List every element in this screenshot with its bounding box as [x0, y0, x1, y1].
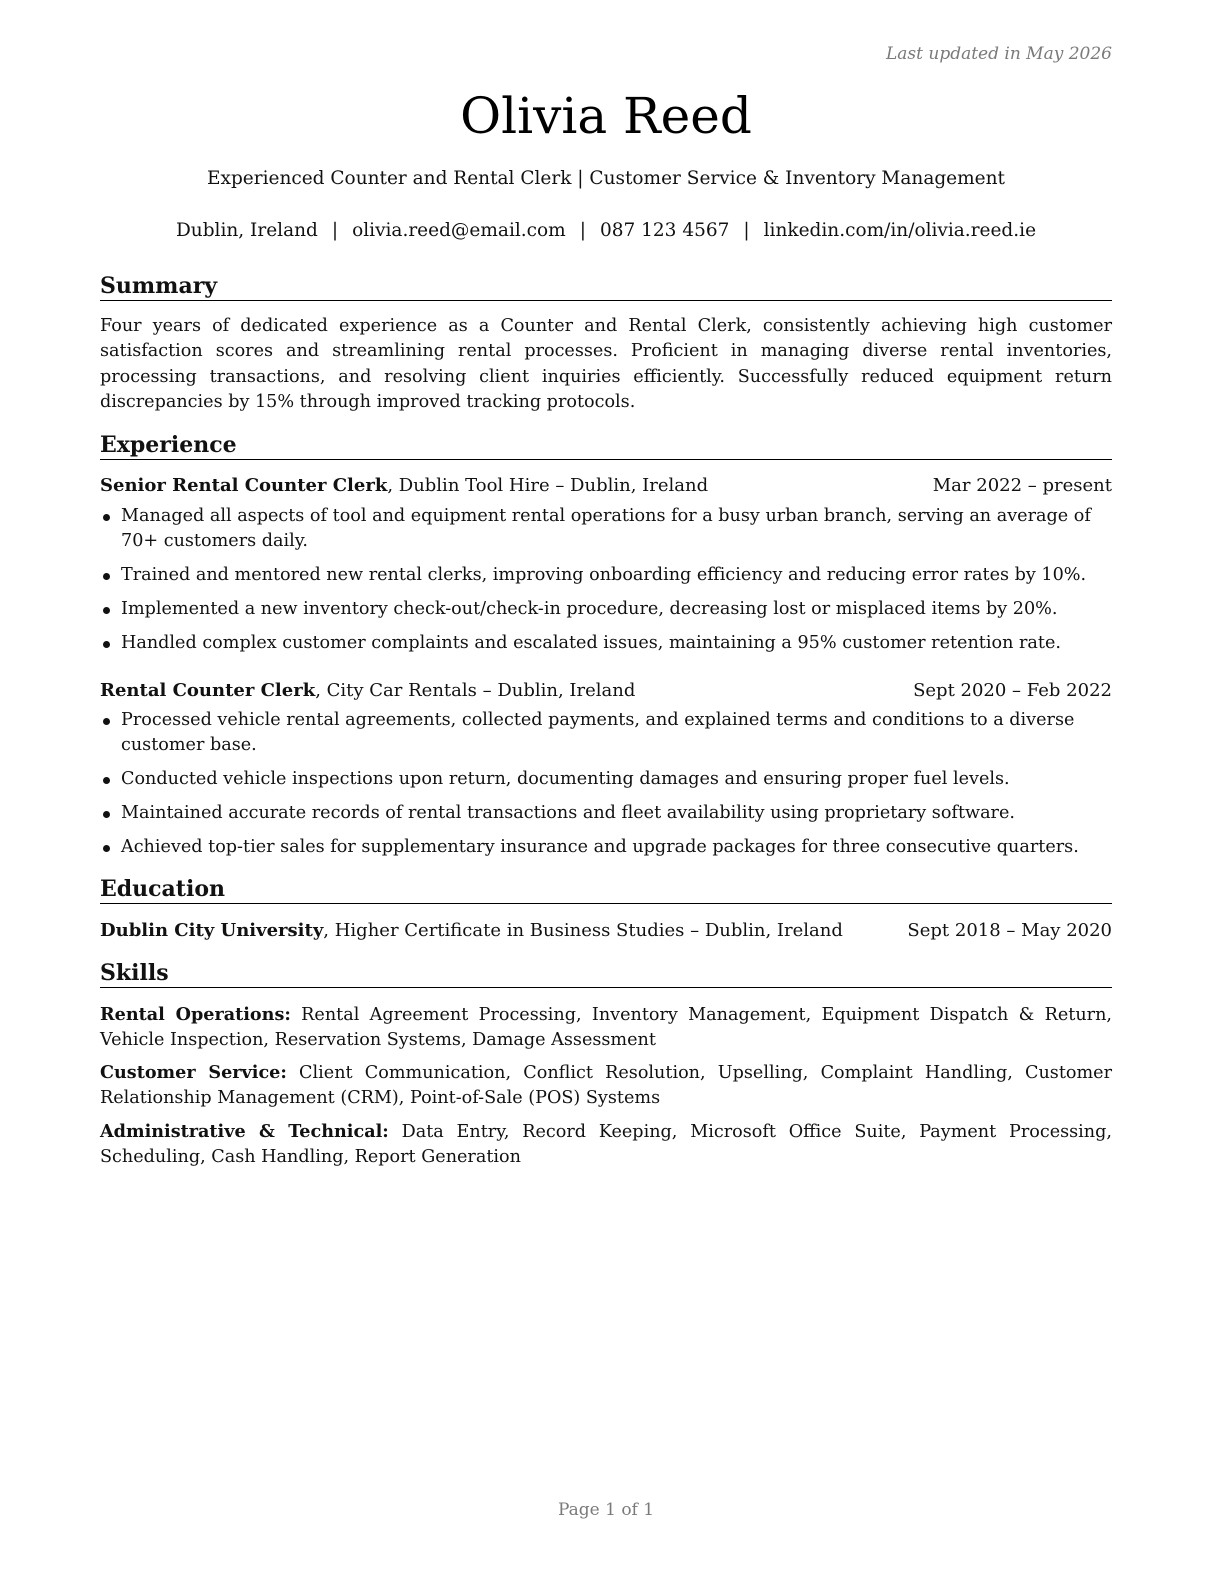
- job-organization: , Dublin Tool Hire – Dublin, Ireland: [387, 475, 709, 496]
- contact-email-link[interactable]: olivia.reed@email.com: [352, 220, 566, 241]
- job-organization: , City Car Rentals – Dublin, Ireland: [315, 680, 636, 701]
- contact-line: [100, 218, 1112, 244]
- skill-group: [100, 1060, 1112, 1112]
- last-updated-note: Last updated in May 2026: [885, 44, 1112, 64]
- education-detail: , Higher Certificate in Business Studies – Dublin, Ireland: [323, 920, 843, 941]
- job-role: Rental Counter Clerk: [100, 680, 316, 701]
- page-indicator: Page 1 of 1: [557, 1500, 655, 1520]
- job-role: Senior Rental Counter Clerk: [100, 475, 388, 496]
- contact-separator: |: [579, 220, 586, 241]
- job-entry-header: [100, 678, 1112, 704]
- candidate-name: Olivia Reed: [460, 87, 752, 145]
- skill-group-items: Rental Agreement Processing, Inventory Management, Equipment Dispatch & Return, Vehicle Inspection, Reservation Systems, Damage Assessment: [100, 1005, 1112, 1051]
- job-bullet: Conducted vehicle inspections upon return, documenting damages and ensuring proper fuel levels.: [100, 767, 1112, 792]
- job-bullet: Maintained accurate records of rental transactions and fleet availability using proprietary software.: [100, 801, 1112, 826]
- contact-phone: 087 123 4567: [599, 220, 730, 241]
- contact-separator: |: [331, 220, 339, 241]
- resume-page: [100, 0, 1112, 1584]
- skills-heading: Skills: [100, 959, 1112, 988]
- education-dates: Sept 2018 – May 2020: [907, 920, 1112, 941]
- job-bullet: Achieved top-tier sales for supplementary insurance and upgrade packages for three consecutive quarters.: [100, 835, 1112, 860]
- skill-group: [100, 1119, 1112, 1171]
- skill-group-label: Administrative & Technical:: [100, 1121, 389, 1142]
- skill-group-items: Data Entry, Record Keeping, Microsoft Office Suite, Payment Processing, Scheduling, Cash Handling, Report Generation: [100, 1122, 1112, 1168]
- job-bullet-list: [100, 708, 1112, 869]
- job-bullet: Managed all aspects of tool and equipment rental operations for a busy urban branch, serving an average of 70+ customers daily.: [100, 504, 1112, 554]
- skill-group: [100, 1002, 1112, 1054]
- job-bullet: Processed vehicle rental agreements, collected payments, and explained terms and conditions to a diverse customer base.: [100, 708, 1112, 758]
- skill-group-label: Customer Service:: [100, 1062, 287, 1083]
- skill-group-items: Client Communication, Conflict Resolution, Upselling, Complaint Handling, Customer Relationship Management (CRM), Point-of-Sale (POS) Systems: [100, 1063, 1112, 1109]
- education-entry: [100, 918, 1112, 944]
- education-school: Dublin City University: [100, 920, 324, 941]
- job-bullet-list: [100, 504, 1112, 665]
- job-entry-header: [100, 473, 1112, 499]
- job-dates: Mar 2022 – present: [932, 475, 1112, 496]
- job-dates: Sept 2020 – Feb 2022: [913, 680, 1112, 701]
- summary-text: Four years of dedicated experience as a Counter and Rental Clerk, consistently achieving high customer satisfaction scores and streamlining rental processes. Proficient in managing diverse rental inventories, processing transactions, and resolving client inquiries efficiently. Successfully reduced equipment return discrepancies by 15% through improved tracking protocols.: [100, 316, 1112, 412]
- education-heading: Education: [100, 875, 1112, 904]
- job-bullet: Implemented a new inventory check-out/check-in procedure, decreasing lost or misplaced items by 20%.: [100, 597, 1112, 622]
- summary-heading: Summary: [100, 272, 1112, 301]
- contact-location: Dublin, Ireland: [175, 220, 318, 241]
- professional-headline: Experienced Counter and Rental Clerk | Customer Service & Inventory Management: [207, 168, 1005, 189]
- skill-group-label: Rental Operations:: [100, 1004, 291, 1025]
- job-bullet: Trained and mentored new rental clerks, improving onboarding efficiency and reducing error rates by 10%.: [100, 563, 1112, 588]
- experience-heading: Experience: [100, 431, 1112, 460]
- contact-linkedin-link[interactable]: linkedin.com/in/olivia.reed.ie: [763, 220, 1037, 241]
- job-bullet: Handled complex customer complaints and escalated issues, maintaining a 95% customer retention rate.: [100, 631, 1112, 656]
- contact-separator: |: [743, 220, 750, 241]
